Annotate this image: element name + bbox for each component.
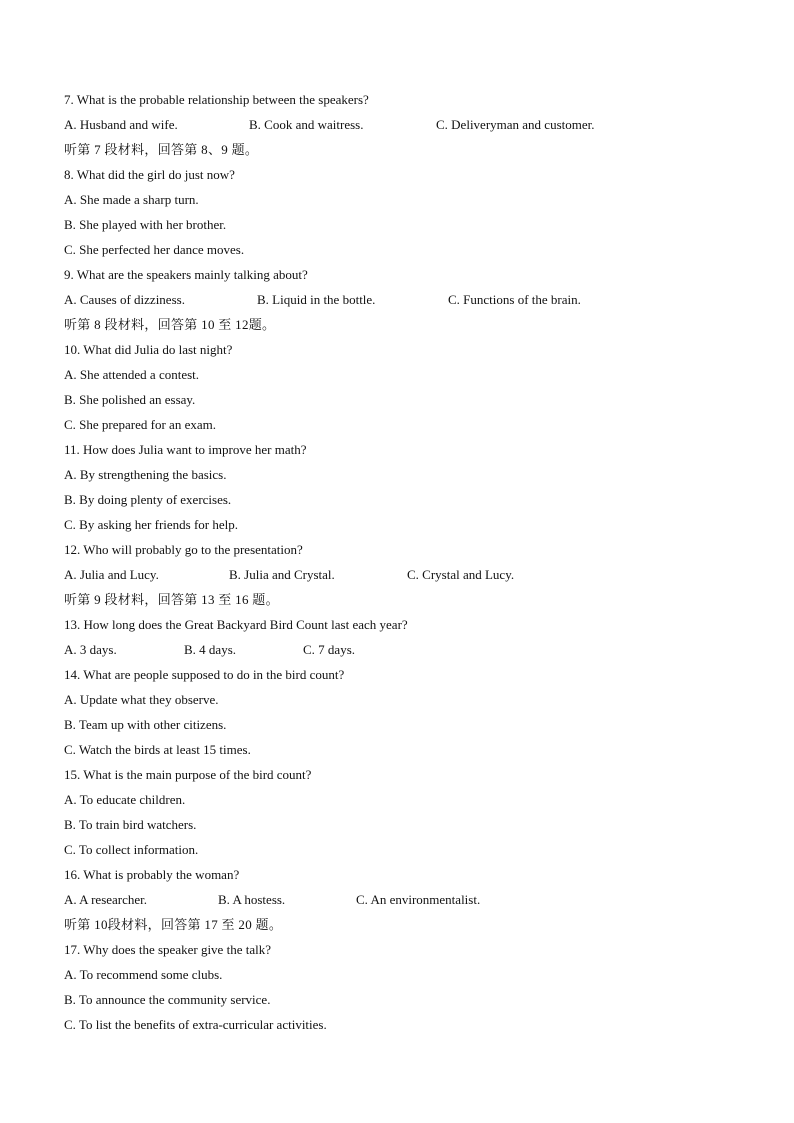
option-16b: B. A hostess.	[218, 892, 286, 907]
option-7a: A. Husband and wife.	[64, 117, 178, 132]
question-16: 16. What is probably the woman?	[64, 867, 240, 882]
option-11c: C. By asking her friends for help.	[64, 517, 239, 532]
option-15b: B. To train bird watchers.	[64, 817, 197, 832]
option-17b: B. To announce the community service.	[64, 992, 271, 1007]
question-15: 15. What is the main purpose of the bird count?	[64, 767, 312, 782]
option-17c: C. To list the benefits of extra-curricular activities.	[64, 1017, 327, 1032]
options-row-7	[64, 112, 744, 137]
section-heading-10: 听第 10段材料，回答第 17 至 20 题。	[64, 917, 283, 932]
option-8b: B. She played with her brother.	[64, 217, 227, 232]
option-10c: C. She prepared for an exam.	[64, 417, 216, 432]
options-row-16	[64, 887, 744, 912]
section-heading-8: 听第 8 段材料，回答第 10 至 12题。	[64, 317, 276, 332]
option-10b: B. She polished an essay.	[64, 392, 196, 407]
option-9c: C. Functions of the brain.	[448, 292, 581, 307]
option-7b: B. Cook and waitress.	[249, 117, 364, 132]
option-16a: A. A researcher.	[64, 892, 148, 907]
option-12a: A. Julia and Lucy.	[64, 567, 159, 582]
option-15c: C. To collect information.	[64, 842, 199, 857]
option-16c: C. An environmentalist.	[356, 892, 481, 907]
options-row-9	[64, 287, 744, 312]
option-13b: B. 4 days.	[184, 642, 236, 657]
option-8c: C. She perfected her dance moves.	[64, 242, 245, 257]
option-8a: A. She made a sharp turn.	[64, 192, 199, 207]
question-17: 17. Why does the speaker give the talk?	[64, 942, 271, 957]
question-14: 14. What are people supposed to do in the bird count?	[64, 667, 345, 682]
question-13: 13. How long does the Great Backyard Bird Count last each year?	[64, 617, 408, 632]
question-8: 8. What did the girl do just now?	[64, 167, 235, 182]
question-7: 7. What is the probable relationship between the speakers?	[64, 92, 369, 107]
option-13c: C. 7 days.	[303, 642, 355, 657]
question-11: 11. How does Julia want to improve her math?	[64, 442, 307, 457]
section-heading-7: 听第 7 段材料，回答第 8、9 题。	[64, 142, 259, 157]
option-14c: C. Watch the birds at least 15 times.	[64, 742, 251, 757]
question-10: 10. What did Julia do last night?	[64, 342, 233, 357]
question-12: 12. Who will probably go to the presentation?	[64, 542, 303, 557]
question-9: 9. What are the speakers mainly talking about?	[64, 267, 308, 282]
option-14a: A. Update what they observe.	[64, 692, 219, 707]
option-13a: A. 3 days.	[64, 642, 117, 657]
option-15a: A. To educate children.	[64, 792, 186, 807]
exam-page	[64, 87, 744, 1037]
option-14b: B. Team up with other citizens.	[64, 717, 227, 732]
option-12b: B. Julia and Crystal.	[229, 567, 335, 582]
options-row-12	[64, 562, 744, 587]
option-9a: A. Causes of dizziness.	[64, 292, 185, 307]
option-12c: C. Crystal and Lucy.	[407, 567, 515, 582]
option-9b: B. Liquid in the bottle.	[257, 292, 376, 307]
options-row-13	[64, 637, 744, 662]
option-17a: A. To recommend some clubs.	[64, 967, 223, 982]
option-11a: A. By strengthening the basics.	[64, 467, 227, 482]
option-11b: B. By doing plenty of exercises.	[64, 492, 232, 507]
option-7c: C. Deliveryman and customer.	[436, 117, 595, 132]
section-heading-9: 听第 9 段材料，回答第 13 至 16 题。	[64, 592, 279, 607]
option-10a: A. She attended a contest.	[64, 367, 200, 382]
